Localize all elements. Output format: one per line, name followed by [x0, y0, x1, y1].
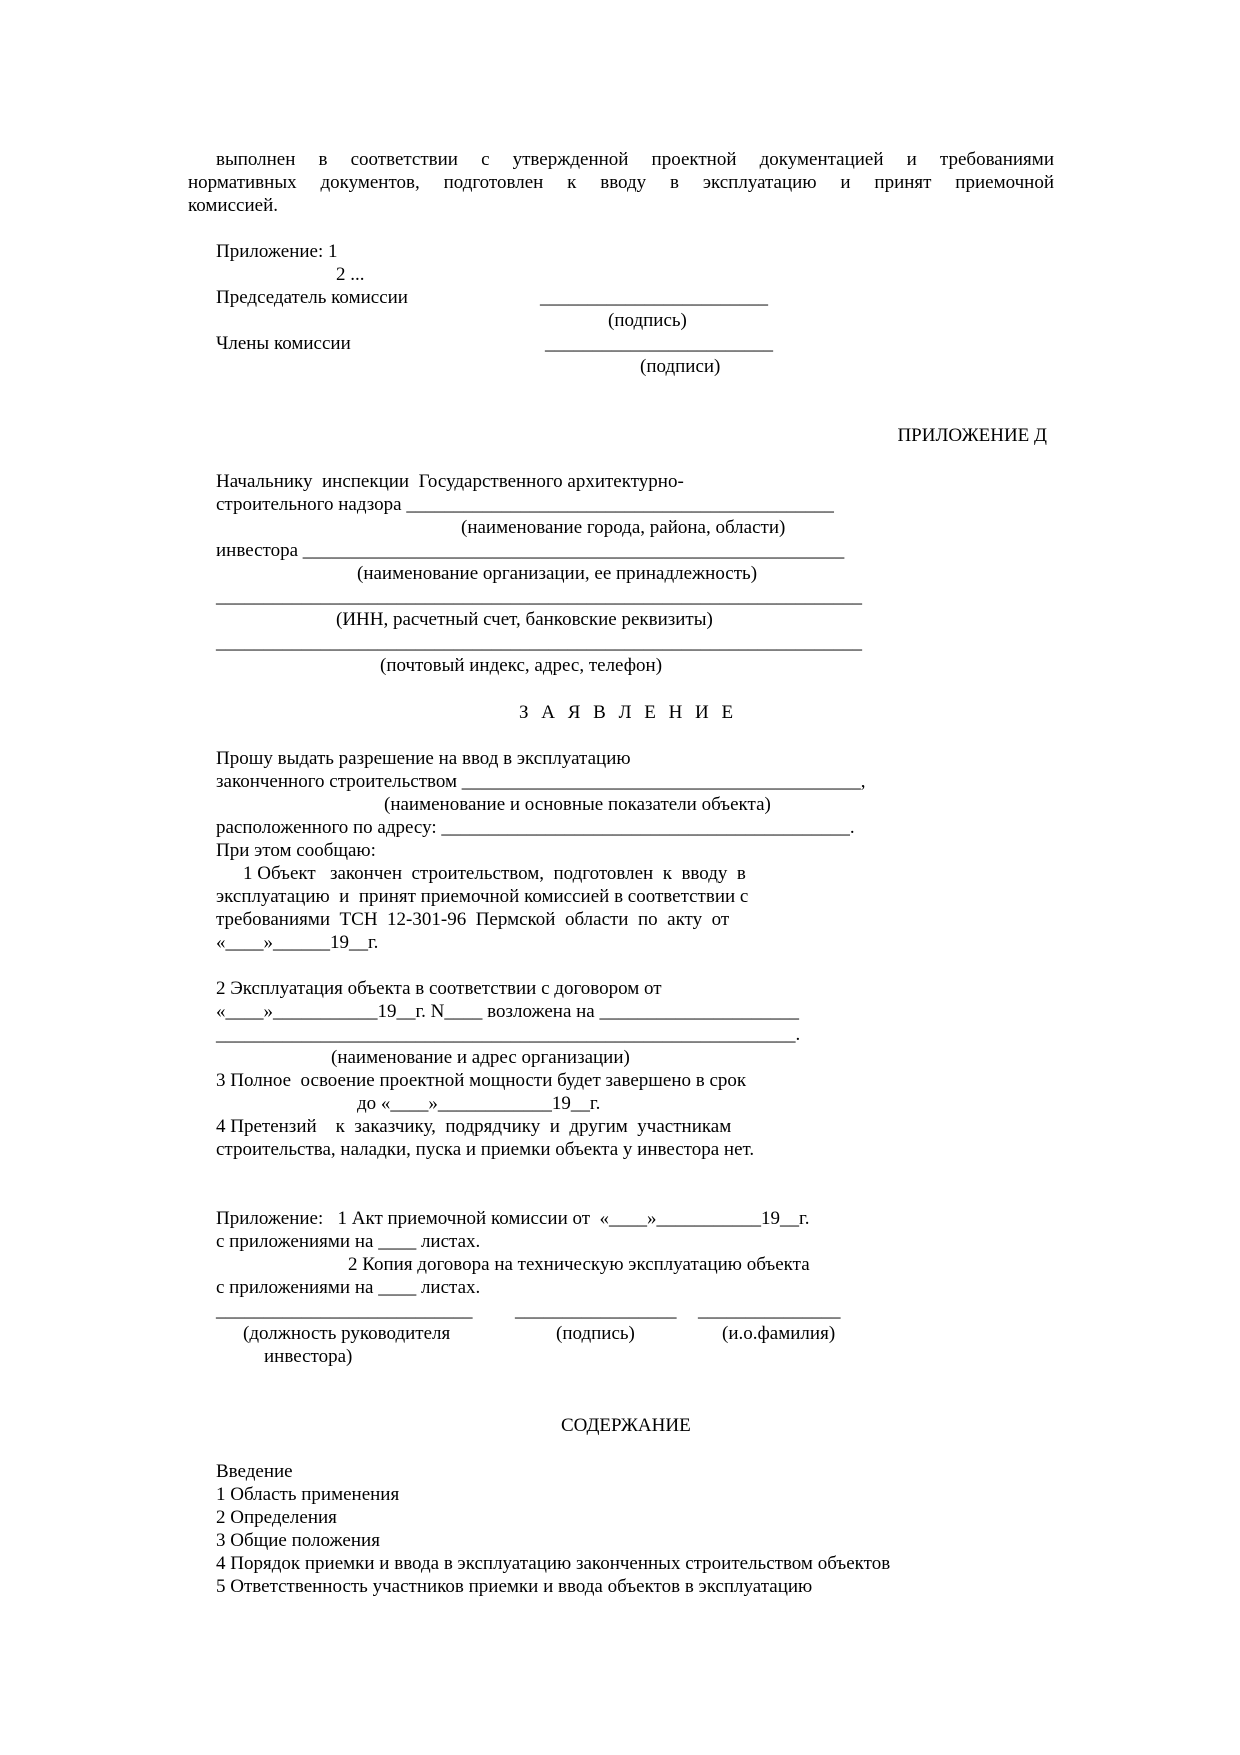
chairman-signature-line: ________________________ [540, 287, 768, 308]
contents-item: 1 Область применения [216, 1484, 400, 1505]
statement-title: З А Я В Л Е Н И Е [519, 702, 738, 723]
point-1-line-4: «____»______19__г. [216, 932, 379, 953]
contents-item: Введение [216, 1461, 293, 1482]
appendix-title: ПРИЛОЖЕНИЕ Д [897, 425, 1047, 446]
sign-line-position: ___________________________ [216, 1300, 473, 1321]
contents-title: СОДЕРЖАНИЕ [561, 1415, 691, 1436]
intro-line-2: нормативных документов, подготовлен к вводу в эксплуатацию и принят приемочной [188, 172, 1054, 193]
members-label: Члены комиссии [216, 333, 351, 354]
point-3-line-2: до «____»____________19__г. [357, 1093, 601, 1114]
address-line-2: строительного надзора _____________________________________________ [216, 494, 834, 515]
statement-attachments-line-3: 2 Копия договора на техническую эксплуатацию объекта [348, 1254, 810, 1275]
sign-caption-position: (должность руководителя [243, 1323, 451, 1344]
chairman-caption: (подпись) [608, 310, 687, 331]
address-caption-4: (почтовый индекс, адрес, телефон) [380, 655, 663, 676]
address-caption-1: (наименование города, района, области) [461, 517, 786, 538]
sign-line-name: _______________ [698, 1300, 841, 1321]
attachments-label: Приложение: 1 [216, 241, 338, 262]
address-line-3: инвестора _________________________________________________________ [216, 540, 845, 561]
address-line-1: Начальнику инспекции Государственного архитектурно- [216, 471, 684, 492]
statement-caption-2: (наименование и адрес организации) [331, 1047, 630, 1068]
contents-item: 4 Порядок приемки и ввода в эксплуатацию законченных строительством объектов [216, 1553, 891, 1574]
members-caption: (подписи) [640, 356, 721, 377]
contents-item: 2 Определения [216, 1507, 337, 1528]
point-4-line-1: 4 Претензий к заказчику, подрядчику и другим участникам [216, 1116, 732, 1137]
sign-line-signature: _________________ [515, 1300, 677, 1321]
attachments-item-2: 2 ... [336, 264, 365, 285]
intro-line-3: комиссией. [188, 195, 278, 216]
statement-attachments-line-2: с приложениями на ____ листах. [216, 1231, 481, 1252]
point-2-line-2: «____»___________19__г. N____ возложена на _____________________ [216, 1001, 799, 1022]
address-line-5: ____________________________________________________________________ [216, 632, 862, 653]
statement-line-4: При этом сообщаю: [216, 840, 376, 861]
statement-caption-1: (наименование и основные показатели объекта) [384, 794, 771, 815]
sign-caption-signature: (подпись) [556, 1323, 635, 1344]
point-2-line-3: _____________________________________________________________. [216, 1024, 801, 1045]
sign-caption-name: (и.о.фамилия) [722, 1323, 836, 1344]
statement-attachments-line-1: Приложение: 1 Акт приемочной комиссии от «____»___________19__г. [216, 1208, 810, 1229]
address-line-4: ____________________________________________________________________ [216, 586, 862, 607]
members-signature-line: ________________________ [545, 333, 773, 354]
point-3-line-1: 3 Полное освоение проектной мощности будет завершено в срок [216, 1070, 747, 1091]
chairman-label: Председатель комиссии [216, 287, 408, 308]
point-4-line-2: строительства, наладки, пуска и приемки объекта у инвестора нет. [216, 1139, 755, 1160]
contents-item: 5 Ответственность участников приемки и ввода объектов в эксплуатацию [216, 1576, 813, 1597]
sign-caption-position-2: инвестора) [264, 1346, 353, 1367]
intro-line-1: выполнен в соответствии с утвержденной проектной документацией и требованиями [216, 149, 1054, 170]
statement-line-1: Прошу выдать разрешение на ввод в эксплуатацию [216, 748, 631, 769]
point-1-line-2: эксплуатацию и принят приемочной комиссией в соответствии с [216, 886, 749, 907]
statement-line-3: расположенного по адресу: ___________________________________________. [216, 817, 855, 838]
point-1-line-1: 1 Объект закончен строительством, подготовлен к вводу в [243, 863, 746, 884]
statement-line-2: законченного строительством __________________________________________, [216, 771, 866, 792]
point-1-line-3: требованиями ТСН 12-301-96 Пермской области по акту от [216, 909, 730, 930]
statement-attachments-line-4: с приложениями на ____ листах. [216, 1277, 481, 1298]
contents-item: 3 Общие положения [216, 1530, 380, 1551]
address-caption-3: (ИНН, расчетный счет, банковские реквизиты) [336, 609, 713, 630]
address-caption-2: (наименование организации, ее принадлежность) [357, 563, 758, 584]
point-2-line-1: 2 Эксплуатация объекта в соответствии с договором от [216, 978, 662, 999]
